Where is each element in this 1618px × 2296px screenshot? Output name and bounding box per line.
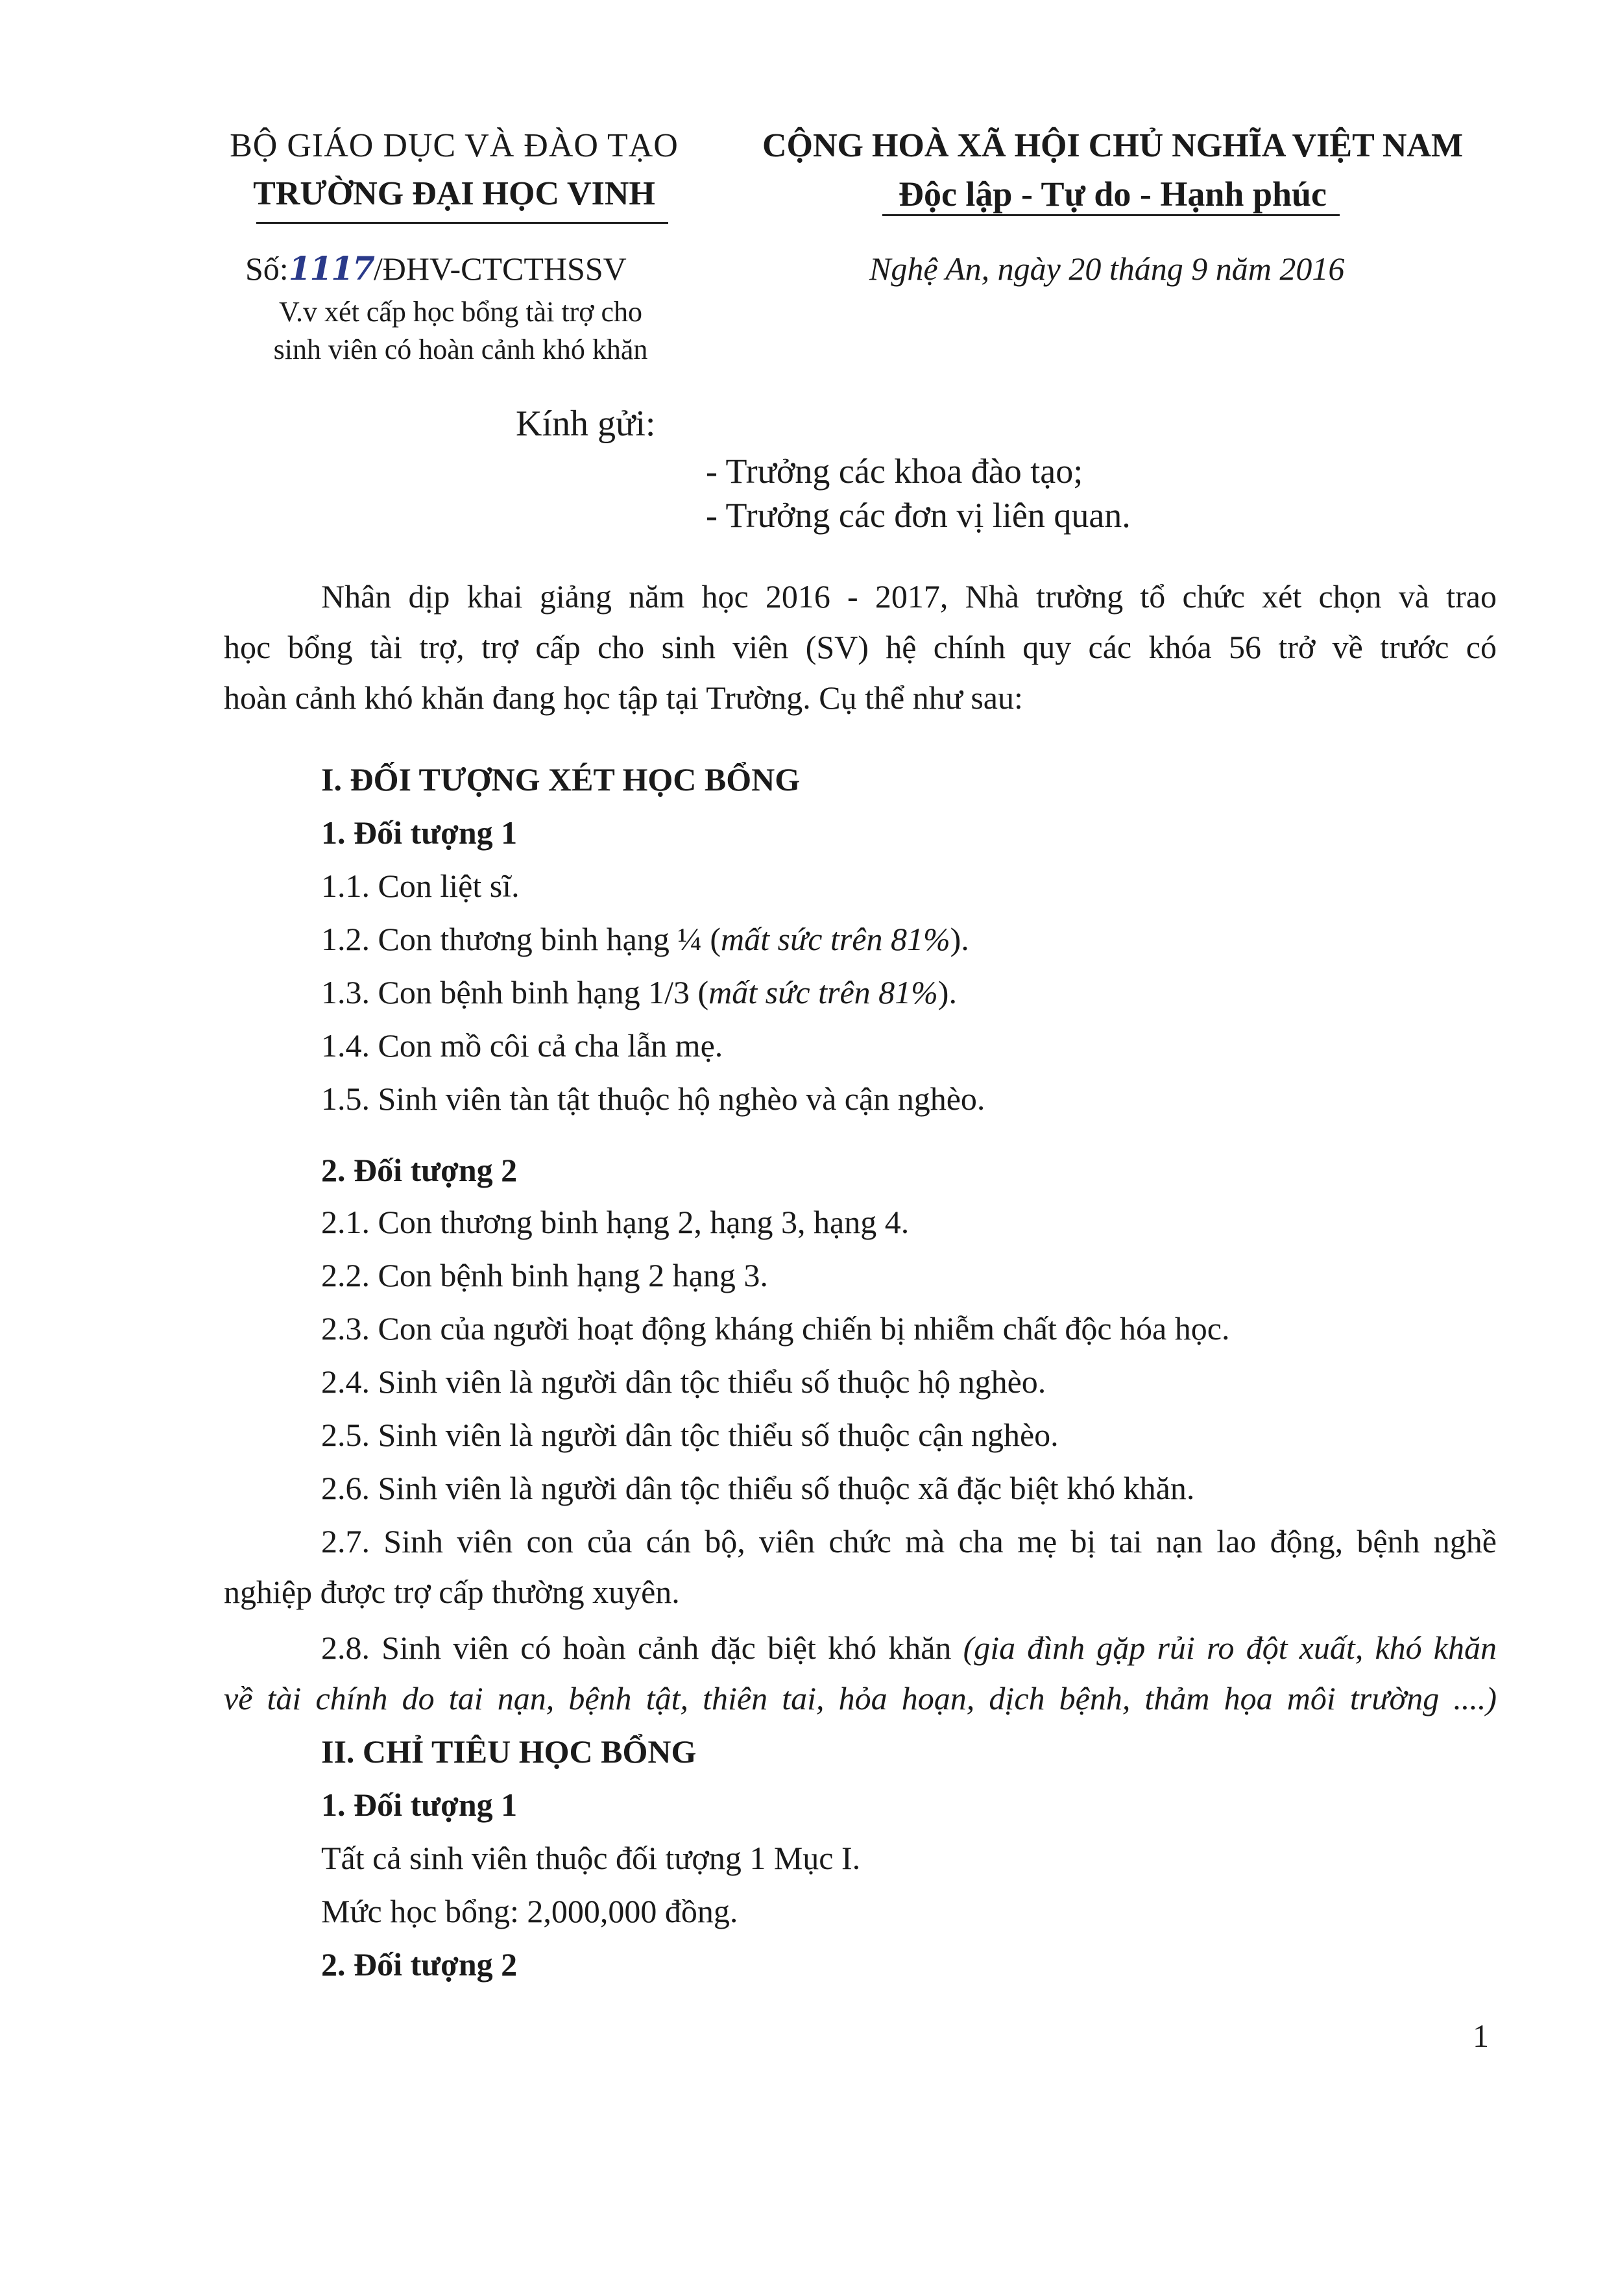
doc-no-prefix: Số:	[245, 250, 289, 287]
subject-line-2: sinh viên có hoàn cảnh khó khăn	[273, 334, 648, 365]
country-name: CỘNG HOÀ XÃ HỘI CHỦ NGHĨA VIỆT NAM	[762, 127, 1464, 164]
ministry-name: BỘ GIÁO DỤC VÀ ĐÀO TẠO	[230, 127, 679, 164]
item-1-3: 1.3. Con bệnh binh hạng 1/3 (mất sức trên 81%).	[321, 974, 957, 1010]
document-date: Nghệ An, ngày 20 tháng 9 năm 2016	[869, 250, 1345, 287]
section-1-group-2-title: 2. Đối tượng 2	[321, 1152, 518, 1188]
salutation-label: Kính gửi:	[516, 404, 656, 444]
section-2-group-1-title: 1. Đối tượng 1	[321, 1787, 518, 1823]
school-name: TRƯỜNG ĐẠI HỌC VINH	[253, 175, 655, 212]
issuer-underline	[256, 222, 668, 224]
item-2-8-line-2: về tài chính do tai nạn, bệnh tật, thiên tai, hỏa hoạn, dịch bệnh, thảm họa môi trường ....)	[224, 1680, 1497, 1716]
item-2-1: 2.1. Con thương binh hạng 2, hạng 3, hạng 4.	[321, 1204, 910, 1240]
item-1-5: 1.5. Sinh viên tàn tật thuộc hộ nghèo và cận nghèo.	[321, 1081, 985, 1117]
subject-line-1: V.v xét cấp học bổng tài trợ cho	[278, 296, 643, 328]
motto-underline	[882, 214, 1340, 216]
item-1-1: 1.1. Con liệt sĩ.	[321, 868, 520, 904]
recipient-1: - Trưởng các khoa đào tạo;	[706, 452, 1083, 491]
page-number: 1	[1473, 2018, 1489, 2054]
item-2-8-line-1: 2.8. Sinh viên có hoàn cảnh đặc biệt khó khăn (gia đình gặp rủi ro đột xuất, khó khăn	[321, 1630, 1497, 1666]
document-subject	[214, 293, 707, 369]
item-2-3: 2.3. Con của người hoạt động kháng chiến bị nhiễm chất độc hóa học.	[321, 1310, 1230, 1347]
recipient-2: - Trưởng các đơn vị liên quan.	[706, 496, 1131, 535]
section-2-title: II. CHỈ TIÊU HỌC BỔNG	[321, 1733, 697, 1770]
document-number	[245, 248, 627, 289]
intro-line-1: Nhân dịp khai giảng năm học 2016 - 2017, Nhà trường tổ chức xét chọn và trao	[321, 578, 1497, 615]
national-motto: Độc lập - Tự do - Hạnh phúc	[898, 175, 1327, 214]
item-2-6: 2.6. Sinh viên là người dân tộc thiểu số thuộc xã đặc biệt khó khăn.	[321, 1470, 1195, 1506]
section-2-group-1-text: Tất cả sinh viên thuộc đối tượng 1 Mục I.	[321, 1840, 861, 1876]
item-2-5: 2.5. Sinh viên là người dân tộc thiểu số thuộc cận nghèo.	[321, 1417, 1059, 1453]
intro-line-3: hoàn cảnh khó khăn đang học tập tại Trường. Cụ thể như sau:	[224, 679, 1023, 716]
item-1-4: 1.4. Con mồ côi cả cha lẫn mẹ.	[321, 1027, 723, 1064]
section-1-group-1-title: 1. Đối tượng 1	[321, 814, 518, 851]
intro-line-2: học bổng tài trợ, trợ cấp cho sinh viên (SV) hệ chính quy các khóa 56 trở về trước có	[224, 629, 1497, 665]
issuer-block	[208, 122, 701, 218]
section-2-group-1-amount: Mức học bổng: 2,000,000 đồng.	[321, 1893, 738, 1929]
section-1-title: I. ĐỐI TƯỢNG XÉT HỌC BỔNG	[321, 761, 801, 798]
doc-no-handwritten: 1117	[288, 249, 374, 287]
national-header	[753, 122, 1473, 218]
item-2-4: 2.4. Sinh viên là người dân tộc thiểu số thuộc hộ nghèo.	[321, 1363, 1046, 1400]
item-2-2: 2.2. Con bệnh binh hạng 2 hạng 3.	[321, 1257, 768, 1293]
section-2-group-2-title: 2. Đối tượng 2	[321, 1946, 518, 1983]
item-2-7-line-1: 2.7. Sinh viên con của cán bộ, viên chức mà cha mẹ bị tai nạn lao động, bệnh nghề	[321, 1523, 1497, 1559]
item-2-7-line-2: nghiệp được trợ cấp thường xuyên.	[224, 1574, 680, 1610]
doc-no-suffix: /ĐHV-CTCTHSSV	[373, 250, 627, 287]
item-1-2: 1.2. Con thương binh hạng ¼ (mất sức trên 81%).	[321, 921, 969, 957]
